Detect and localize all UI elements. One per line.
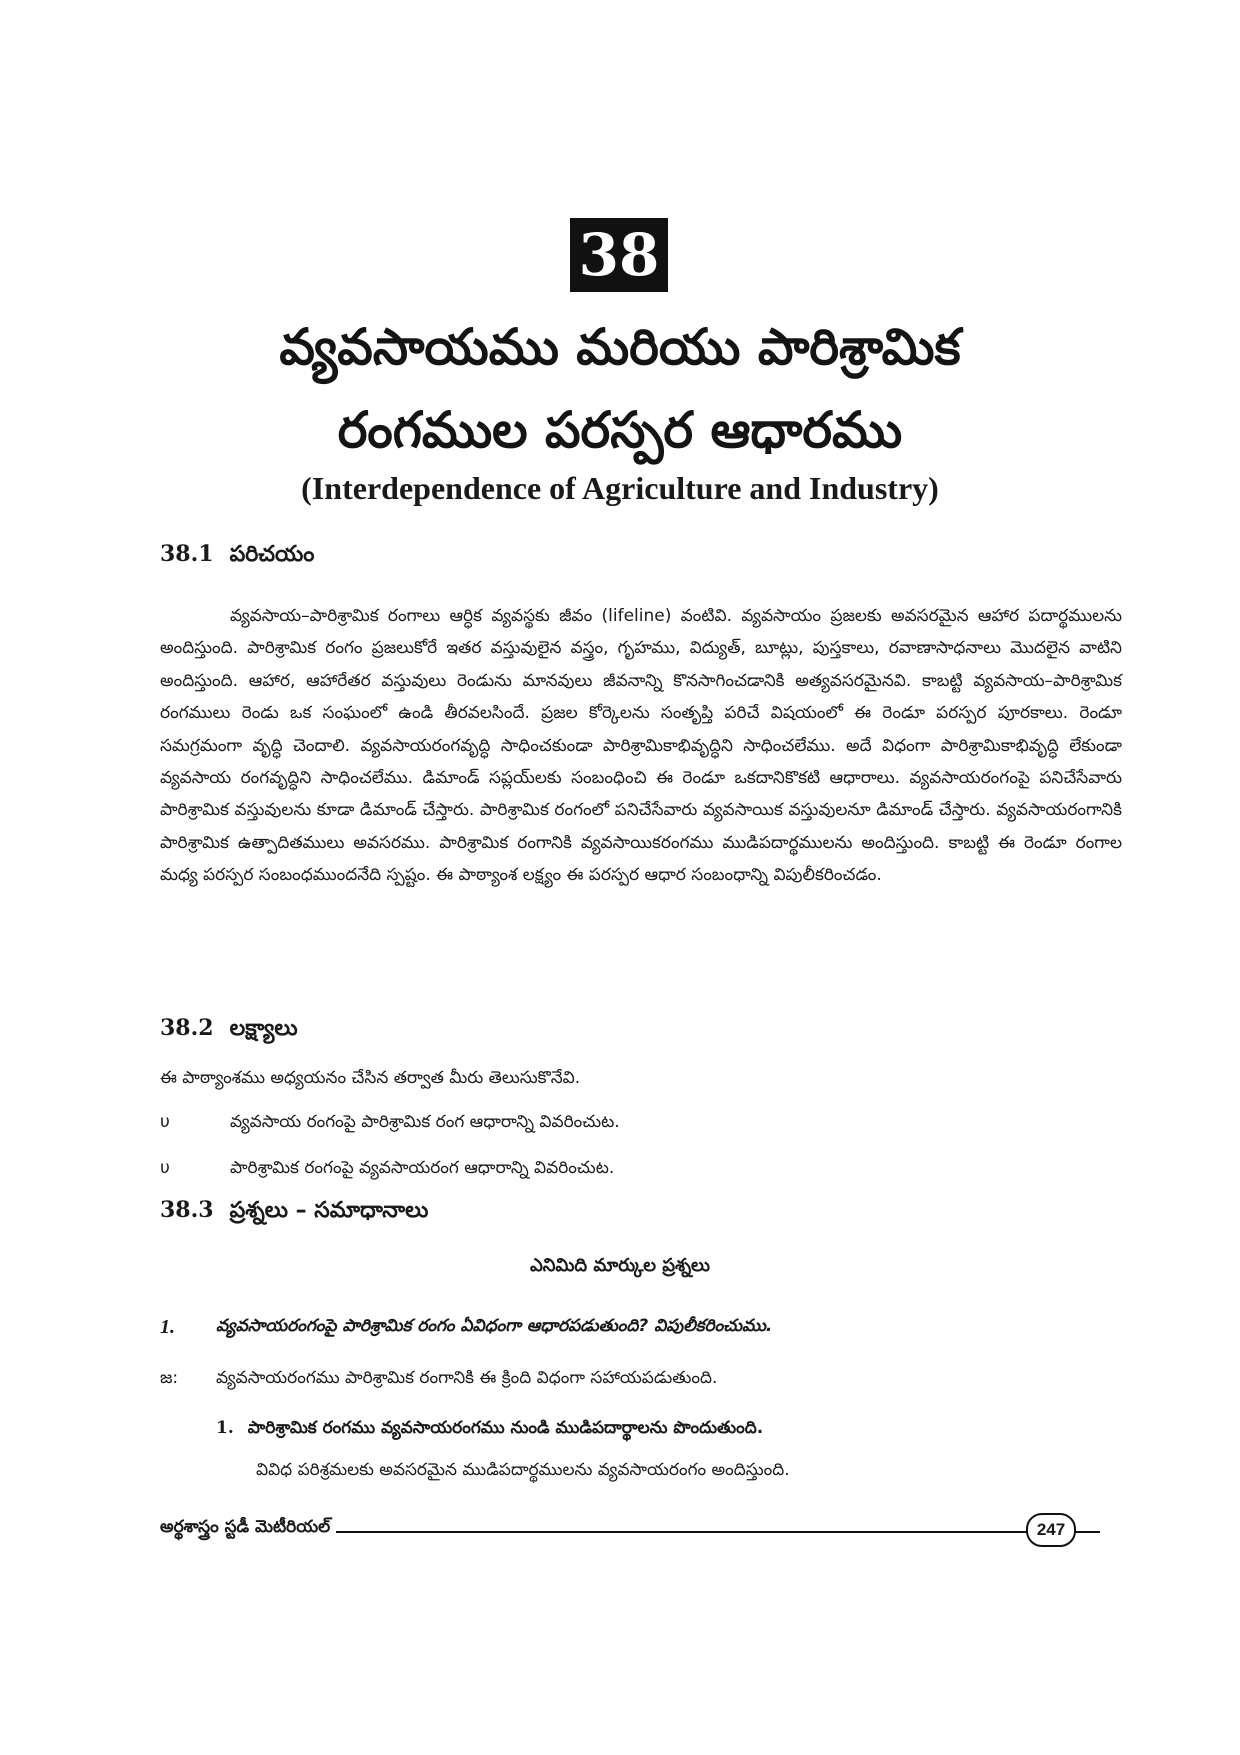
objective-text: పారిశ్రామిక రంగంపై వ్యవసాయరంగ ఆధారాన్ని వివరించుట. (230, 1158, 615, 1178)
section-number: 38.2 (160, 1015, 214, 1041)
answer-point-heading (216, 1418, 763, 1442)
chapter-number-badge (570, 218, 668, 292)
section-title: ప్రశ్నలు – సమాధానాలు (229, 1198, 429, 1223)
section-heading-intro (160, 541, 314, 572)
page-number: 247 (1036, 1520, 1066, 1539)
objective-item (160, 1158, 1120, 1188)
section-title: పరిచయం (229, 542, 315, 567)
section-title: లక్ష్యాలు (229, 1016, 298, 1041)
bullet-icon: υ (160, 1112, 170, 1132)
page-number-badge (1026, 1513, 1076, 1547)
question-number: 1. (160, 1316, 175, 1338)
objective-text: వ్యవసాయ రంగంపై పారిశ్రామిక రంగ ఆధారాన్ని వివరించుట. (230, 1112, 620, 1132)
section-heading-objectives (160, 1015, 298, 1046)
point-title: పారిశ్రామిక రంగము వ్యవసాయరంగము నుండి ముడిపదార్థాలను పొందుతుంది. (247, 1418, 764, 1438)
chapter-title-line-2: రంగముల పరస్పర ఆధారము (337, 401, 903, 459)
point-number: 1. (216, 1418, 234, 1438)
question-row (160, 1316, 1120, 1346)
section-heading-qa (160, 1197, 428, 1228)
intro-paragraph: వ్యవసాయ–పారిశ్రామిక రంగాలు ఆర్ధిక వ్యవస్థకు జీవం (lifeline) వంటివి. వ్యవసాయం ప్రజలకు అవసరమైన ఆహార పదార్థములను అందిస్తుంది. పారిశ్రామిక రంగం ప్రజలుకోరే ఇతర వస్తువులైన వస్త్రం, గృహము, విద్యుత్, బూట్లు, పుస్తకాలు, రవాణాసాధనాలు మొదలైన వాటిని అందిస్తుంది. ఆహార, ఆహారేతర వస్తువులు రెండును మానవులు జీవనాన్ని కొనసాగించడానికి అత్యవసరమైనవి. కాబట్టి వ్యవసాయ–పారిశ్రామిక రంగములు రెండు ఒక సంఘంలో ఉండి తీరవలసిందే. ప్రజల కోర్కెలను సంతృప్తి పరిచే విషయంలో ఈ రెండూ పరస్పర పూరకాలు. రెండూ సమగ్రమంగా వృద్ధి చెందాలి. వ్యవసాయరంగవృద్ధి సాధించకుండా పారిశ్రామికాభివృద్ధిని సాధించలేము. అదే విధంగా పారిశ్రామికాభివృద్ధి లేకుండా వ్యవసాయ రంగవృద్ధిని సాధించలేము. డిమాండ్ సప్లయ్‌లకు సంబంధించి ఈ రెండూ ఒకదానికొకటి ఆధారాలు. వ్యవసాయరంగంపై పనిచేసేవారు పారిశ్రామిక వస్తువులను కూడా డిమాండ్ చేస్తారు. పారిశ్రామిక రంగంలో పనిచేసేవారు వ్యవసాయిక వస్తువులనూ డిమాండ్ చేస్తారు. వ్యవసాయరంగానికి పారిశ్రామిక ఉత్పాదితములు అవసరము. పారిశ్రామిక రంగానికి వ్యవసాయికరంగము ముడిపదార్థములను అందిస్తుంది. కాబట్టి ఈ రెండూ రంగాల మధ్య పరస్పర సంబంధముందనేది స్పష్టం. ఈ పాఠ్యాంశ లక్ష్యం ఈ పరస్పర ఆధార సంబంధాన్ని విపులీకరించడం. (160, 606, 1122, 886)
chapter-title-line-1: వ్యవసాయము మరియు పారిశ్రామిక (279, 318, 961, 376)
objectives-intro: ఈ పాఠ్యాంశము అధ్యయనం చేసిన తర్వాత మీరు తెలుసుకొనేవి. (160, 1068, 581, 1088)
footer-title: అర్థశాస్త్రం స్టడీ మెటీరియల్ (160, 1517, 336, 1541)
answer-point-body: వివిధ పరిశ్రమలకు అవసరమైన ముడిపదార్థములను వ్యవసాయరంగం అందిస్తుంది. (256, 1460, 790, 1480)
answer-text: వ్యవసాయరంగము పారిశ్రామిక రంగానికి ఈ క్రింది విధంగా సహాయపడుతుంది. (216, 1368, 718, 1388)
footer-rule-tail (1074, 1531, 1100, 1533)
objective-item (160, 1112, 1120, 1142)
answer-label: జ: (160, 1368, 179, 1388)
question-text: వ్యవసాయరంగంపై పారిశ్రామిక రంగం ఏవిధంగా ఆధారపడుతుంది? విపులీకరించుము. (216, 1316, 773, 1336)
bullet-icon: υ (160, 1158, 170, 1178)
section-number: 38.3 (160, 1197, 214, 1223)
chapter-number: 38 (578, 221, 660, 289)
answer-row (160, 1368, 1120, 1398)
page-footer (160, 1513, 1100, 1547)
qa-subheading: ఎనిమిది మార్కుల ప్రశ్నలు (529, 1255, 711, 1276)
section-number: 38.1 (160, 541, 214, 567)
chapter-title-english: (Interdependence of Agriculture and Industry) (301, 470, 939, 506)
